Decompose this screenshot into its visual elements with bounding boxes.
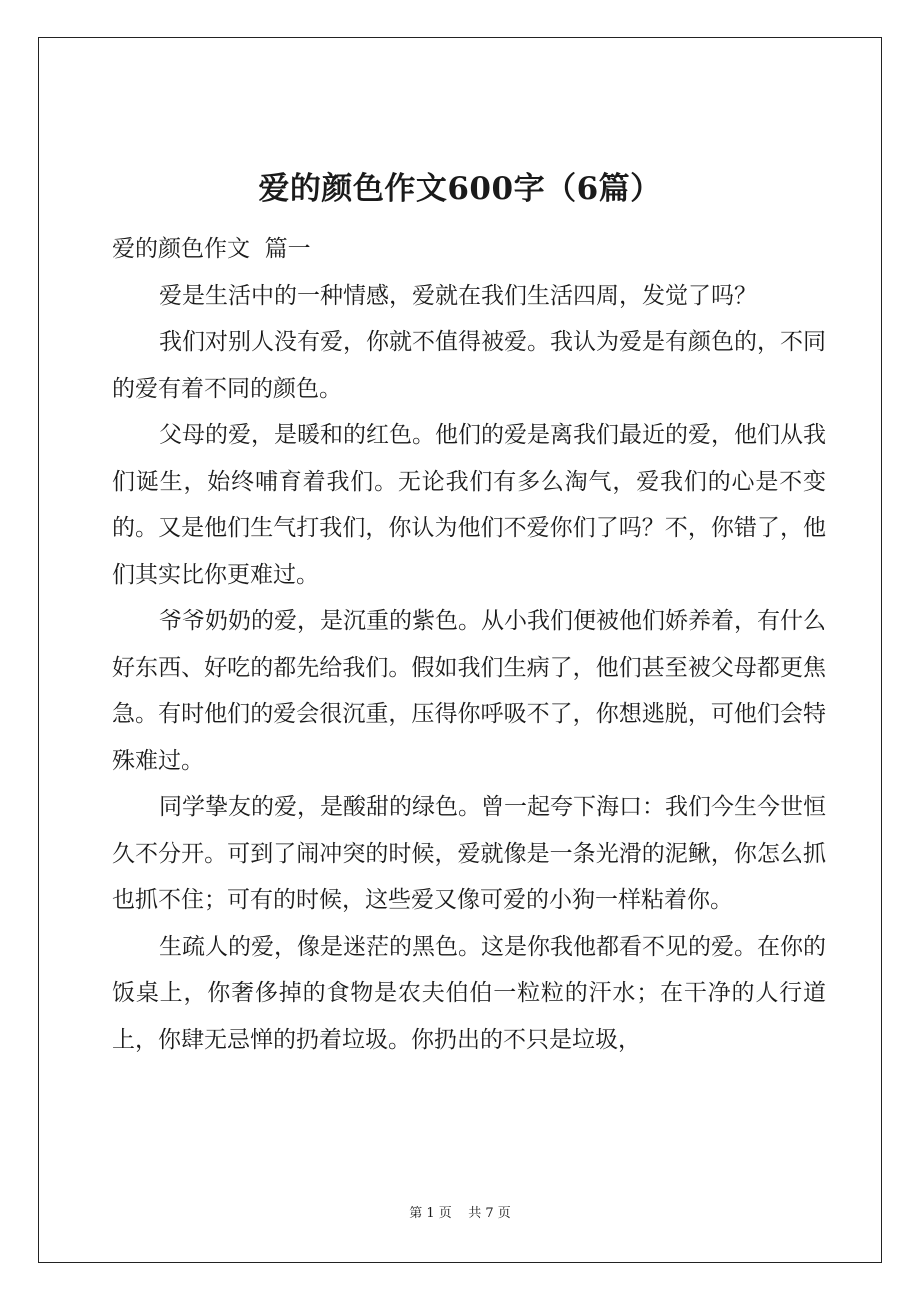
- document-title: 爱的颜色作文600字（6篇）: [258, 170, 662, 207]
- paragraph-6: 生疏人的爱，像是迷茫的黑色。这是你我他都看不见的爱。在你的饭桌上，你奢侈掉的食物是农夫伯伯一粒粒的汗水；在干净的人行道上，你肆无忌惮的扔着垃圾。你扔出的不只是垃圾，: [112, 933, 826, 1053]
- paragraph-3: 父母的爱，是暖和的红色。他们的爱是离我们最近的爱，他们从我们诞生，始终哺育着我们。无论我们有多么淘气，爱我们的心是不变的。又是他们生气打我们，你认为他们不爱你们了吗？不，你错了，他们其实比你更难过。: [112, 422, 826, 588]
- section-heading: 爱的颜色作文 篇一: [112, 236, 311, 262]
- document-body: [112, 226, 826, 1063]
- paragraph-1: 爱是生活中的一种情感，爱就在我们生活四周，发觉了吗？: [159, 282, 757, 309]
- paragraph-5: 同学挚友的爱，是酸甜的绿色。曾一起夸下海口：我们今生今世恒久不分开。可到了闹冲突的时候，爱就像是一条光滑的泥鳅，你怎么抓也抓不住；可有的时候，这些爱又像可爱的小狗一样粘着你。: [112, 794, 826, 913]
- paragraph-4: 爷爷奶奶的爱，是沉重的紫色。从小我们便被他们娇养着，有什么好东西、好吃的都先给我们。假如我们生病了，他们甚至被父母都更焦急。有时他们的爱会很沉重，压得你呼吸不了，你想逃脱，可他们会特殊难过。: [112, 608, 826, 774]
- page-footer: 第 1 页 共 7 页: [409, 1206, 511, 1221]
- paragraph-2: 我们对别人没有爱，你就不值得被爱。我认为爱是有颜色的，不同的爱有着不同的颜色。: [112, 329, 826, 402]
